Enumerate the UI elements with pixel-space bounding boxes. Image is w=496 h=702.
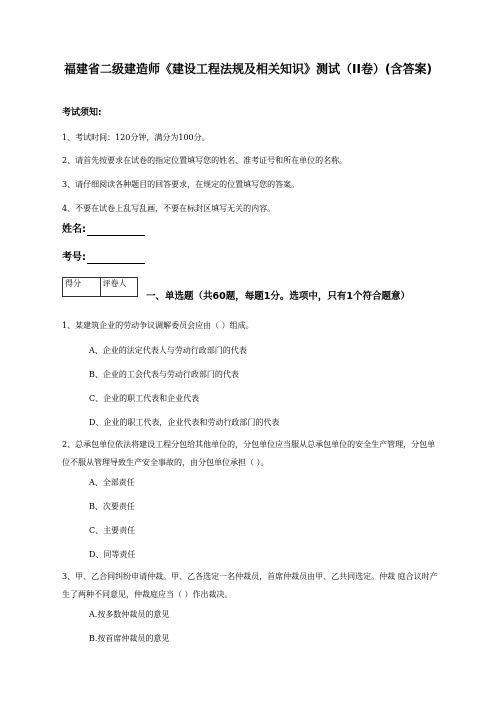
notice-item: 3、请仔细阅读各种题目的回答要求，在规定的位置填写您的答案。 <box>62 180 300 189</box>
section-title: 一、单选题（共60题，每题1分。选项中，只有1个符合题意） <box>146 291 410 302</box>
question-option: B、次要责任 <box>89 502 135 511</box>
question-option: A、全部责任 <box>89 478 135 487</box>
notice-item: 2、请首先按要求在试卷的指定位置填写您的姓名、准考证号和所在单位的名称。 <box>62 156 348 165</box>
notice-heading: 考试须知: <box>62 108 102 118</box>
question-option: D、企业的职工代表，企业代表和劳动行政部门的代表 <box>89 418 280 427</box>
question-option: A.按多数仲裁员的意见 <box>89 610 170 619</box>
name-input-line[interactable] <box>87 225 145 236</box>
score-box <box>62 277 138 297</box>
question-option: B、企业的工会代表与劳动行政部门的代表 <box>89 370 239 379</box>
name-field <box>62 224 145 236</box>
notice-item: 4、不要在试卷上乱写乱画，不要在标封区填写无关的内容。 <box>62 204 276 213</box>
exam-number-input-line[interactable] <box>87 253 145 264</box>
document-title: 福建省二级建造师《建设工程法规及相关知识》测试（II卷）(含答案) <box>64 62 432 76</box>
name-label: 姓名: <box>62 224 86 235</box>
question-option: D、同等责任 <box>89 550 136 559</box>
question-option: B.按首席仲裁员的意见 <box>89 634 170 643</box>
grader-cell: 评卷人 <box>102 279 127 288</box>
question-option: C、主要责任 <box>89 526 136 535</box>
exam-number-field <box>62 252 145 264</box>
question-option: C、企业的职工代表和企业代表 <box>89 394 200 403</box>
score-cell: 得分 <box>63 278 101 296</box>
question-option: A、企业的法定代表人与劳动行政部门的代表 <box>89 346 247 355</box>
notice-item: 1、考试时间：120分钟，满分为100分。 <box>62 133 210 142</box>
exam-number-label: 考号: <box>62 252 86 263</box>
question-stem: 1、某建筑企业的劳动争议调解委员会应由（ ）组成。 <box>62 321 254 330</box>
question-stem: 3、甲、乙合同纠纷申请仲裁。甲、乙各选定一名仲裁员，首席仲裁员由甲、乙共同选定。仲裁 庭合议时产生了两种不同意见，仲裁庭应当（ ）作出裁决。 <box>62 572 438 599</box>
question-stem: 2、总承包单位依法将建设工程分包给其他单位的，分包单位应当服从总承包单位的安全生产管理，分包单位不服从管理导致生产安全事故的，由分包单位承担（ ）。 <box>62 440 436 467</box>
